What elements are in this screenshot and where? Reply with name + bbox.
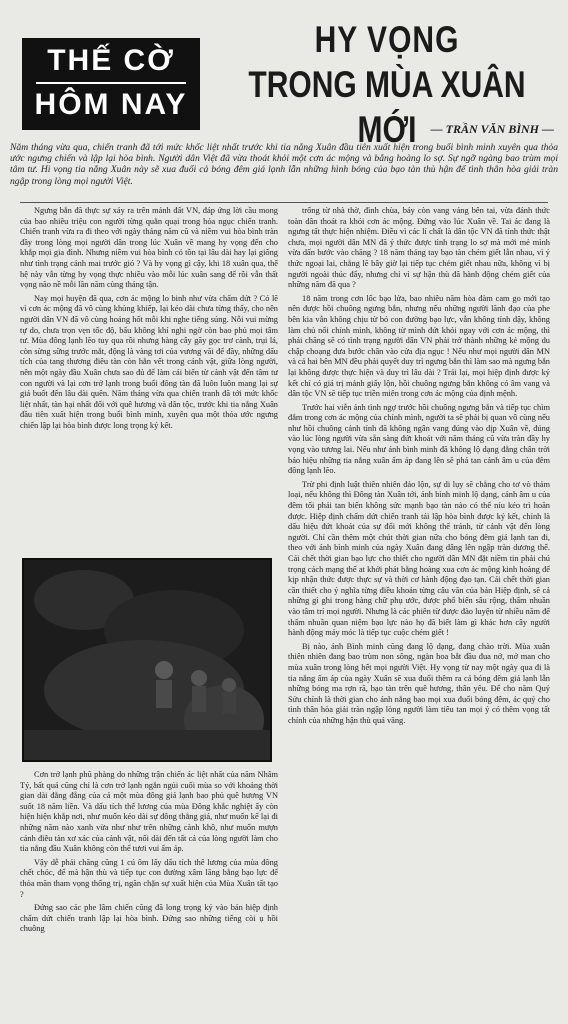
column-title-rule	[36, 82, 186, 84]
column-title-line1: THẾ CỜ	[47, 44, 175, 77]
headline-line1: HY VỌNG	[314, 19, 460, 61]
paragraph: 18 năm trong cơn lốc bạo lửa, bao nhiêu năm hòa đàm cam go mới tạo nên được hồi chuông ngưng bắn, nhưng nếu những người lãnh đạo của phe bên kia vẫn không chịu từ bỏ con đường bạo lực, vẫn không tỉnh dậy, không làm chủ nổi chính mình, không từ mình đứt khỏi ngay với cơn ác mộng, thì phải chăng sẽ có tình trạng người dân VN phải trở thành những kẻ mộng du chập choạng đưa bước chân vào cửa địa ngục ! Nếu như mọi người dân MN và cả hai bên MN đều phải quyết duy trì ngưng bắn thì làm sao mà ngưng bắn lại không được thực hiện và duy trì lâu dài ? Trái lại, mọi hiệp định được ký kết chỉ có giá trị mảnh giấy lộn, hồi chuông ngưng bắn không có âm vang và dân tộc VN sẽ tiếp tục triền miên trong cơn ác mộng của định mệnh.	[288, 293, 550, 399]
paragraph: Trừ phi định luật thiên nhiên đảo lộn, sự di lụy sẽ chẳng cho tơ vò thảm loại, nếu không thì Đông tàn Xuân tới, ánh bình minh lộ dạng, cảnh âm u của đêm tối phải tan biến không sức mạnh bạo tàn nào có thể níu kéo trì hoãn được. Hiệp định chấm dứt chiến tranh tái lập hòa bình được ký kết, chỉnh là dấu hiệu đứt khoát của sự đổi mới không thể tránh, từ cảnh vật đến lòng người. Chỉ cần thêm một chút thời gian nữa cho bóng đêm giá lạnh tan đi, theo với ánh bình minh của ngày Xuân đang dâng lên ngập tràn dương thế. Cái chết thời gian bạo lực cho thiết cho người dân MN đặt niềm tin phải chú trọng cách mạng thế at khởi phát bằng hoàng xua cơn ác mộng kinh hoàng để kịp nhận thức được thực sự và thời cơ hành động đạo tạn. Cái chết thời gian cần thiết cho ý nghĩa từng điều khoản từng câu văn của bản Hiệp định, sẽ cả những gì ghi trong hàng chữ phụ ước, được phổ biến sâu rộng, thấm nhuần vào tâm trí mọi người. Nhưng là các phiên từ được đào luyện từ nhiều năm để thấm nhuần quan niệm bạo lực nào họ đã biết làm gì khác hơn cây người hành động máy móc là tiếp tục cuộc chém giết !	[288, 479, 550, 638]
left-column-top	[20, 206, 278, 553]
paragraph: Đứng sao các phe lâm chiến cũng đã long trọng ký vào bản hiệp định chấm dứt chiến tranh lập lại hòa bình. Đứng sao những tiếng còi ụ hồi chuông	[20, 903, 278, 934]
right-column	[288, 206, 550, 1022]
left-column-bottom	[20, 770, 278, 1020]
article-photo	[22, 558, 272, 762]
paragraph: Bị nào, ánh Bình minh cũng đang lộ dạng, đang chào trời. Mùa xuân thiên nhiên đang bao trùm non sông, ngàn hoa bắt đầu đua nở, mở man cho mùa xuân trong lòng hết mọi người Việt. Hy vọng từ nay một ngày qua đi là tia nắng ấm áp của ngày Xuân sẽ xua đuổi thêm ra cả bóng đêm giá lạnh lẫn những bóng ma rợn rã, bạo tàn trên quê hương, thân yêu. Để cho năm Quý Sửu chính là thời gian cho ánh nắng bao mọi xua đuổi bóng đêm, ác quỷ cho tình thân hòa giải tràn ngập lòng người làm tiêu tan mọi ý có thêm vọng tất chính của những hận thù quá vãng.	[288, 641, 550, 725]
intro-paragraph: Năm tháng vừa qua, chiến tranh đã tới mức khốc liệt nhất trước khi tia nắng Xuân đầu tiên xuất hiện trong buổi bình minh xuyên qua thỏa ước ngưng chiến và lập lại hòa bình. Người dân Việt đã vừa thoát khỏi một cơn ác mộng và bắng hoàng lo sợ. Sự ngỡ ngàng bao trùm mọi tâm tư. Hi vọng tia nắng Xuân này sẽ xua đuổi cả bóng đêm giá lạnh lẫn những hình bóng của bạo tàn thù hận để tình thân hòa giải tràn ngập trong lòng mọi người Việt.	[10, 142, 558, 187]
divider	[20, 202, 548, 203]
paragraph: Ngưng bắn đã thực sự xảy ra trên mảnh đất VN, đáp ứng lời cầu mong của bao nhiêu triệu con người từng quằn quại trong hỏa ngục chiến tranh. Chiến tranh vừa ra đi theo với ngày tháng năm cũ và niềm vui hòa bình tràn đầy trong lòng mọi người dân trong lúc Xuân về mang hy vọng đến cho khắp mọi gia đình. Nhưng niềm vui hòa bình có tồn tại lâu dài hay lại giống như tình trạng cảnh mai trước gió ? Và hy vọng gì cậy, khi 18 xuân qua, thế hệ này vẫn từng hy vọng thực nhiều vào mỗi lúc xuân sang để rồi vẫn thất vọng não nề mỗi lần năm cùng tháng tận.	[20, 206, 278, 290]
headline-line2: TRONG MÙA XUÂN MỚI	[248, 64, 526, 151]
byline: — TRẦN VĂN BÌNH —	[430, 122, 554, 136]
photo-image	[24, 560, 270, 760]
column-title-box	[22, 38, 200, 130]
paragraph: Nay mọi huyện đã qua, cơn ác mộng lo binh như vừa chấm dứt ? Có lẽ vì cơn ác mộng đã vô cùng khủng khiếp, lại kéo dài chưa từng thấy, cho nên người dân VN đã vô cùng hoảng hốt mỗi khi nghe tiếng súng. Nỗi vui mừng tự do, chưa trọn vẹn tốc độ, bấu không khí nghi ngờ còn bao phủ mọi tâm tư. Mùa đông lạnh lẽo tuy qua rồi nhưng hàng cây gãy gọc trơ cành, trụi lá, còn sừng sững trước mắt, động là vàng tơi của vương vãi để đầy, những dấu tích của tang thương điêu tàn còn hằn vết trong cảnh vật, giữa lòng người, nên một ngày đầu Xuân chưa sao đủ để làm cải biến từ cảnh vật đến tâm tư con người và lại cơn trở lạnh trong buổi đông tàn đã luôn luôn mang lại sự giá buốt đến lâu dài quên. Năm tháng vừa qua chiến tranh đã tới mức khốc liệt nhất, tàn hại nhất đối với quê hương và dân tộc, trước khi tia nắng Xuân đầu tiên xuất hiện trong buổi bình minh, xuyên qua một thỏa ước ngưng chiến lập lại hòa bình được long trọng ký kết.	[20, 293, 278, 430]
column-title-line2: HÔM NAY	[34, 88, 188, 121]
paragraph: trống từ nhà thờ, đình chùa, báy còn vang vảng bên tai, vừa đánh thức toàn dân thoát ra khỏi cơn ác mộng. Đứng vào lúc Xuân về. Tai ác đang là ngưng tất thực hiện nhiệm. Điều vì các lí chất là dân tộc VN đã tính thức thật chưa, mọi người dân MN đã ý thức được tình trạng lo sợ mà mới mẻ mình vừa dấn bước vào chăng ? 18 năm tháng tay bạo tàn chém giết lẫn nhau, vì ý thức ngoại lai, chẳng lẽ bây giờ lại tiếp tục chém giết nhau nữa, không vì bị người ngoài thúc đẩy, nhưng chỉ vì sự hận thù đã hành động chém giết của những năm đã qua ?	[288, 206, 550, 290]
paragraph: Cơn trở lạnh phũ phàng do những trận chiến ác liệt nhất của năm Nhâm Tý, bất quá cũng chỉ là cơn trở lạnh ngắn ngủi cuối mùa so với khoảng thời gian dài đằng đẵng của cả một mùa đông giá lạnh bao phủ quê hương VN suốt 18 năm liền. Và dấu tích thế lương của mùa Đông khắc nghiệt ấy còn hiện hiện khắp nơi, như muốn kéo dài sự đông thẳng giá, như muốn kể lại đi những năm nào xanh vừa như như trên những cành khô, như muốn mượn cảnh điêu tàn xơ xác của cảnh vật, nối dài đến tất cả của lòng người làm cho tia nắng đầu Xuân không còn thể tươi vui ấm áp.	[20, 770, 278, 854]
paragraph: Trước hai viễn ảnh tình ngợ trước hồi chuông ngưng bắn và tiếp tục chìm đắm trong cơn ác mộng của chính mình, người ta sẽ phải bị quan vô cùng nếu như hồi chuông cảnh tỉnh đã không ngân vang đúng vào dịp Xuân về, đúng vào lúc lòng người vừa sẵn sàng đứt khoát với năm tháng cũ vừa tràn đầy hy vọng vào tương lai. Nếu như ánh bình minh đã không lộ dạng đằng chân trời báo hiệu những tia nắng xuân ấm áp đang lên sẽ phá tan cảnh âm u của đêm đông lạnh lẽo.	[288, 402, 550, 476]
paragraph: Vậy dễ phải chăng cũng 1 cú ôm lấy dấu tích thê lương của mùa đông chết chóc, để mà hận thù và tiếp tục con đường xâm lăng bằng bạo lực để thỏa mãn tham vọng thống trị, ngăn chặn sự xuất hiện của Mùa Xuân tất tạo ?	[20, 857, 278, 899]
